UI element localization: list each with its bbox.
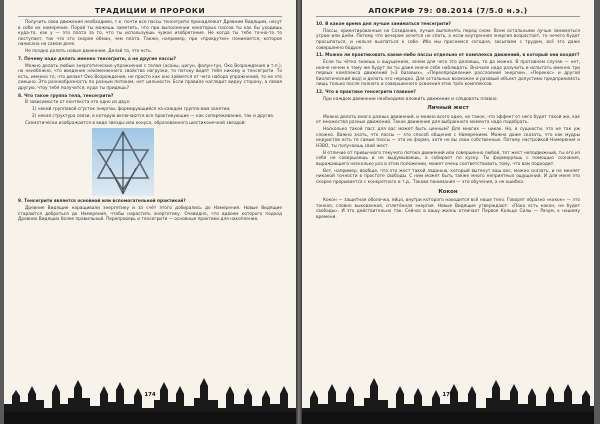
paragraph: При каждом движении необходимо вложить движение и следовать плавно. <box>323 96 498 102</box>
question-heading: 9. Тенсегрити является основной или вспомогательной практикой? <box>18 199 186 205</box>
paragraph: Вот, например, вообще, что это жест такой ладонью, который вытянут ваш вес, можно сказать, и не меняет никакой точности в простоте свободы. С ним может быть также много неприятных ощущений. И для меня это скорее прорывается с конкретного и т.д.. Такова понимания — это обучения, а не ошибка. <box>316 168 580 185</box>
right-body-text <box>316 20 580 222</box>
section-title: Кокон <box>438 188 458 195</box>
list-item: 2) некая структура связи, в которую включаются все практикующие — как сопереживание, так и другие. <box>32 113 275 119</box>
list-item: 1) некий групповой сгусток энергии, формирующийся на каждом группо-вом занятии; <box>32 107 231 113</box>
header-rule <box>18 16 282 17</box>
star-cone-icon <box>92 128 154 196</box>
question-heading: 11. Можно ли практиковать какие-либо пассы отдельно от комплекса движений, в который они входят? <box>316 53 580 59</box>
question-heading: 8. Что такое группа тела, тенсегрити? <box>18 93 114 99</box>
question-heading: 10. В какое время дня лучше заниматься тенсегрити? <box>316 22 451 27</box>
paragraph: Схематически изображается в виде звезды или конуса, образованного шестиконечной звездой: <box>25 120 246 126</box>
left-body-text <box>18 20 282 224</box>
paragraph: В зависимости от контекста это одно из двух: <box>25 100 131 106</box>
paragraph: Если ты чётко знаешь о ощущениях, зачем для чего это делаешь, то да можно. В противном случае — нет, иначе нечем к тому же будут ли ты даже иначе себе наблюдать. Вначале надо разучить и испытать именно три первых комплекса движений («3 базовых», «Переопределение расслоений энергии», «Перекос» и другой биологический вид) и делать его нередко. Для остальных возможен и разовый объект допустимо предпринимать лишь только после полного и совершенного освоения этих трёх комплексов. <box>316 59 580 88</box>
paragraph: Кокон — защитная оболочка, яйцо, внутри которого находится всё наше тело. Говорят образно «кокон» — это тонкая, словно выкованная, сплетённая энергия. Новые Видящие утверждают: «Пока есть кокон, не будет свободы». И это действительно так. Сейчас в вашу жизнь отличает Первое Кольцо Силы — Разум, к нашему времени. <box>316 198 580 220</box>
paragraph: Древние Видящие наращивали энергетику и за счёт этого добирались до Намерения. Новые Видящие стараются добраться до Намерения, чтобы нарастить энергетику. Очевидно, что вдвоем которого подход Древних Видящих более правильный. Перепроверь и тенсегрити — основные практики для накопления. <box>18 206 282 223</box>
paragraph: Пассы, ориентированные на Созидание, лучше выполнять перед сном. Всем остальными лучше заниматься утром или днём. Потому что вечером хочется не спать, а если внутренняя энергия возрастает, то нечего будет просыпаться, и нельзя выспаться к себе. Ибо мы проснемся сегодня, засыпаем с трудом, всё это даже совершенно бодрое. <box>316 28 580 51</box>
question-heading: 12. Что в практике тенсегрити главное? <box>316 89 416 95</box>
question-heading: 7. Почему надо делать именно тенсегрити, а не другие пассы? <box>18 56 177 62</box>
left-running-header: ТРАДИЦИИ И ПРОРОКИ <box>94 6 206 15</box>
paragraph: Получить свои движения необходимо, т.к. почти все пассы тенсегрити принадлежат Древним Видящим, несут в себе их намерение. Порой ты можешь заметить, что при выполнении некоторых пассов ты как бы уходишь куда-то, как у — это плата за то, что ты используешь чужое изобретение. Не когда ты тебе точно-то то поступает, так что это скорее обман, чем плата. Также, например, при «прокрутке» понимается, которое нанисано на самом деле. <box>18 20 282 48</box>
left-page <box>4 0 296 424</box>
paragraph: Можно делать много разных движений, и можно всего одно, но такое, что эффект от него будет такой же, как от множества разных движений. Такое движение для выбранного момента надо подобрать. <box>316 114 580 126</box>
paragraph: Не поздно делать новые движения. Делай то, что есть. <box>25 49 153 55</box>
header-rule <box>316 16 580 17</box>
section-title: Личный жест <box>427 105 469 112</box>
paragraph: Насколько такой пасс для вас может быть ценным? Для многих — никак. Но, в сущности, это не так уж сложно. Важно знать, что пассы — это способ общения с Намерением. Можно даже сказать, что как мудры индуистов есть те самые пассы — это их форма, хотя не вы свои собственные. Потому настройкой Намерения и НЗВО, ты получаешь свой жест. <box>316 127 580 150</box>
page-number: 174 <box>144 392 156 398</box>
star-cone-illustration <box>92 128 154 196</box>
paragraph: Можно делать любые энергетические упражнения с телом (асаны, цигун, фалун-гун, Око Возрождения и т.п.), но неизбежно, что введение неизмененного свойства нагрузки, то потоку видят тебя никому и тенсегрити. То есть, именно то, что делает Око Возрождения, не просто как оно займется от чего набора упражнений, то не это смешно. Это разнообразность по разным потокам, нет цельности. Если правило наглядит видну сторону, а левая другую, чтоу тебя получится, куда ты придешь? <box>18 63 282 91</box>
page-number: 175 <box>442 392 454 398</box>
right-running-header: АПОКРИФ 79: 08.2014 (7/5.0 н.э.) <box>368 6 528 15</box>
paragraph: В отличие от привычного текучего потока движений или совершенно любой, тот жест неподвижный, ты его из себя не совершаешь и не выдумываешь, а собирает по куску. Ты формируешь с помощью сознания, выражающего несколько раз в этом положении, может очень соответствовать тому, что вам подходит. <box>316 150 580 167</box>
right-page <box>302 0 594 424</box>
